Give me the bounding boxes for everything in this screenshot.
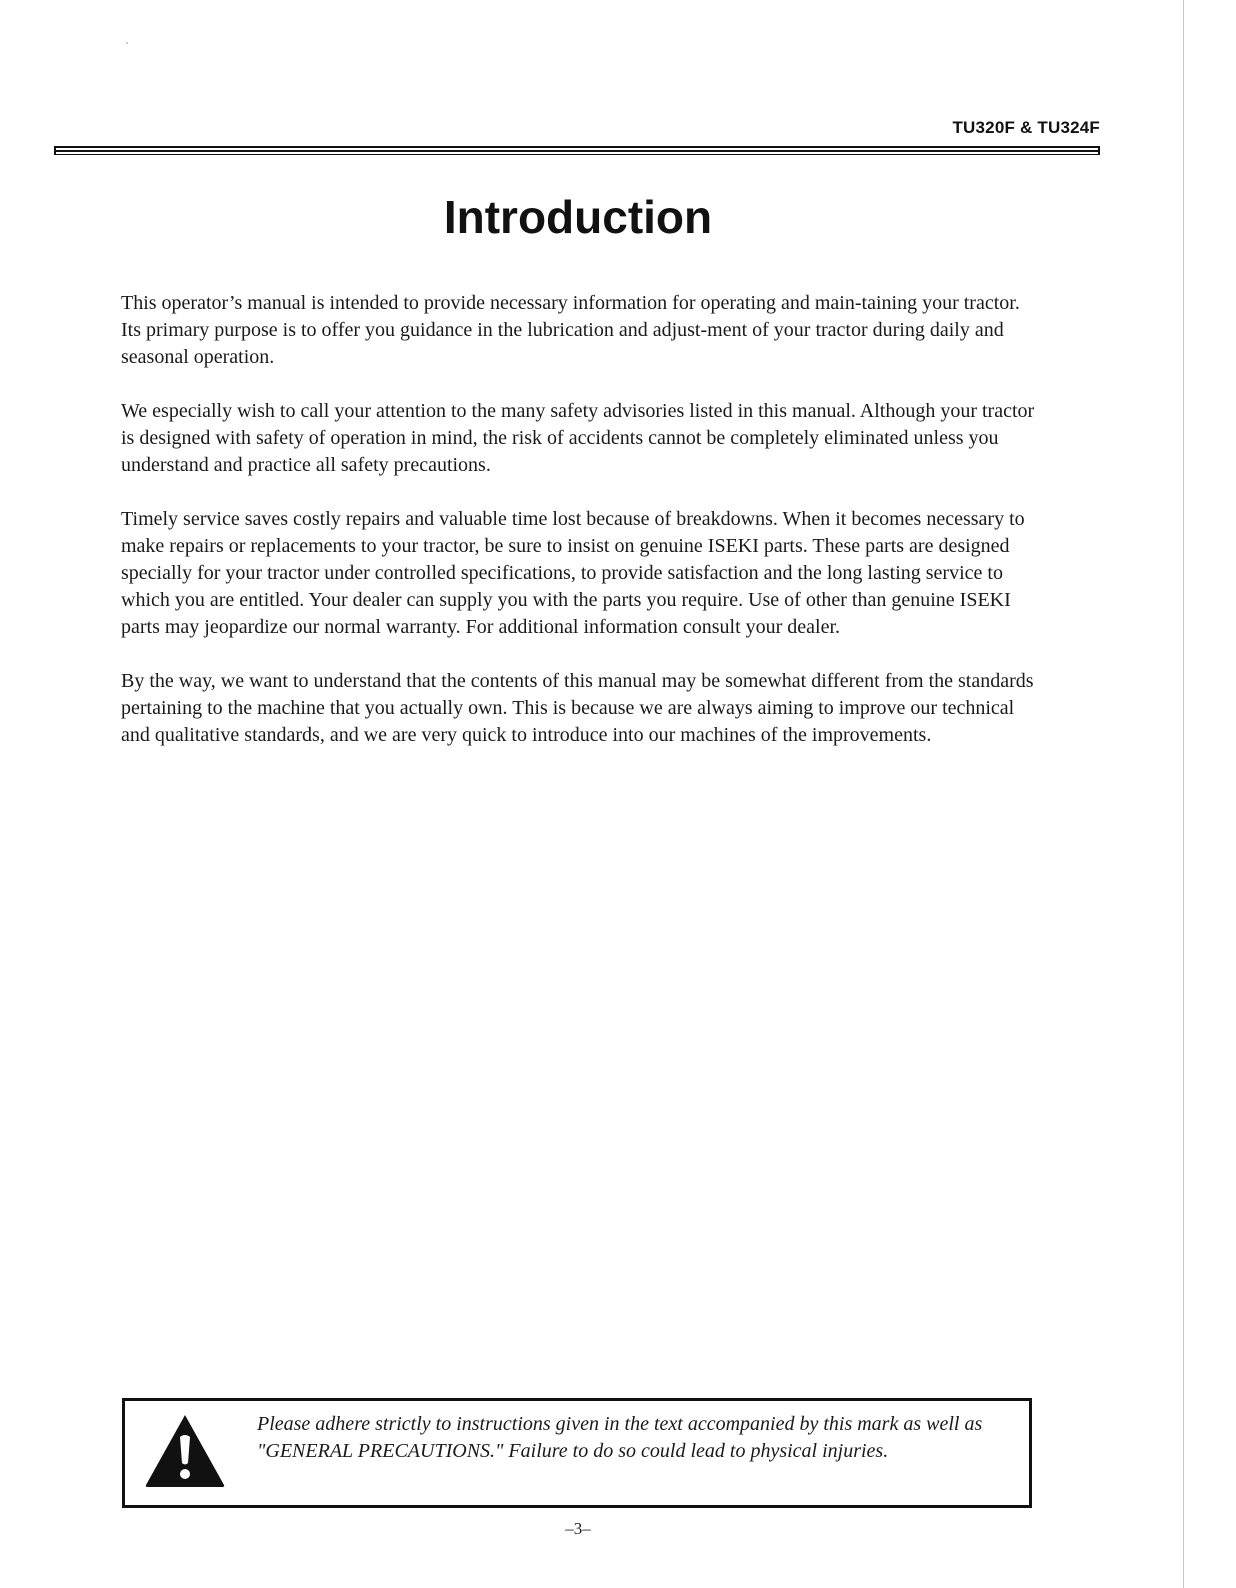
model-header: TU320F & TU324F [952, 118, 1100, 137]
warning-box [122, 1398, 1032, 1508]
paragraph-service: Timely service saves costly repairs and valuable time lost because of breakdowns. When it becomes necessary to make repairs or replacements to your tractor, be sure to insist on genuine ISEKI parts. These parts are designed specially for your tractor under controlled specifications, to provide satisfaction and the long lasting service to which you are entitled. Your dealer can supply you with the parts you require. Use of other than genuine ISEKI parts may jeopardize our normal warranty. For additional information consult your dealer. [121, 508, 1025, 638]
page-title: Introduction [443, 191, 713, 243]
warning-triangle-icon [143, 1411, 227, 1489]
scan-edge-line [1183, 0, 1184, 1588]
body-text [121, 290, 1041, 776]
header-rule [54, 146, 1100, 155]
paragraph-safety: We especially wish to call your attention to the many safety advisories listed in this manual. Although your tractor is designed with safety of operation in mind, the risk of accidents cannot be completely eliminated unless you understand and practice all safety precautions. [121, 400, 1035, 476]
page-number: –3– [565, 1519, 591, 1538]
warning-text: Please adhere strictly to instructions given in the text accompanied by this mark as well as "GENERAL PRECAUTIONS." Failure to do so could lead to physical injuries. [257, 1413, 983, 1462]
scan-speck [126, 42, 128, 44]
paragraph-purpose: This operator’s manual is intended to provide necessary information for operating and main-taining your tractor. Its primary purpose is to offer you guidance in the lubrication and adjust-ment of your tractor during daily and seasonal operation. [121, 292, 1020, 368]
paragraph-differences: By the way, we want to understand that the contents of this manual may be somewhat different from the standards pertaining to the machine that you actually own. This is because we are always aiming to improve our technical and qualitative standards, and we are very quick to introduce into our machines of the improvements. [121, 670, 1034, 746]
